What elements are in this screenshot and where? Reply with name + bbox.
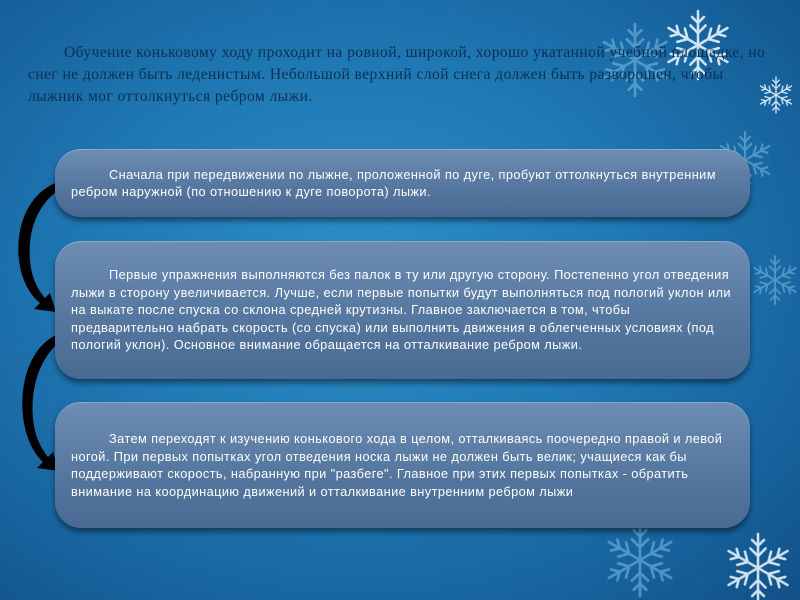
step-text-3: Затем переходят к изучению конькового хода в целом, отталкиваясь поочередно правой и левой ногой. При первых попытках угол отведения носка лыжи не должен быть велик; учащиеся как бы поддерживают скорость, набранную при "разбеге". Главное при этих первых попытках - обратить внимание на координацию движений и отталкивание внутренним ребром лыжи bbox=[71, 431, 723, 499]
step-box-3 bbox=[55, 402, 750, 528]
step-box-1 bbox=[55, 149, 750, 217]
step-box-2 bbox=[55, 241, 750, 379]
step-text-1: Сначала при передвижении по лыжне, проложенной по дуге, пробуют оттолкнуться внутренним ребром наружной (по отношению к дуге поворота) лыжи. bbox=[71, 166, 716, 199]
intro-text: Обучение коньковому ходу проходит на ровной, широкой, хорошо укатанной учебной площадке, но снег не должен быть леденистым. Небольшой верхний слой снега должен быть разворошен, чтобы лыжник мог оттолкнуться ребром лыжи. bbox=[28, 44, 766, 105]
step-text-2: Первые упражнения выполняются без палок в ту или другую сторону. Постепенно угол отведения лыжи в сторону увеличивается. Лучше, если первые попытки будут выполняться под пологий уклон или на выкате после спуска со склона средней крутизны. Главное заключается в том, чтобы предварительно набрать скорость (со спуска) или выполнить движения в облегченных условиях (под пологий уклон). Основное внимание обращается на отталкивание ребром лыжи. bbox=[71, 267, 731, 353]
